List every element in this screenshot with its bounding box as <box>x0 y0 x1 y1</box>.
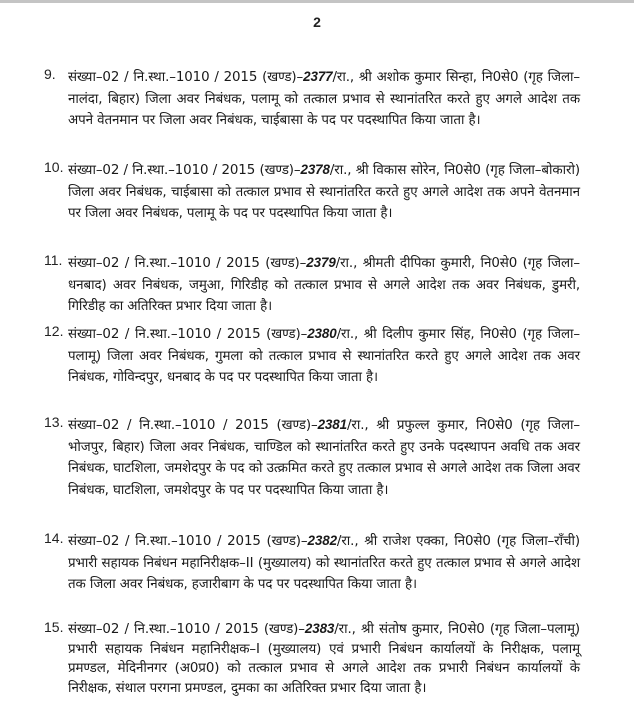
item-body: /रा., श्रीमती दीपिका कुमारी, नि0से0 (गृह जिला–धनबाद) अवर निबंधक, जमुआ, गिरिडीह को तत्काल प्रभाव से अगले आदेश तक अवर निबंधक, डुमरी, गिरिडीह का अतिरिक्त प्रभार दिया जाता है। <box>68 256 580 314</box>
item-prefix: संख्या–02 / नि.स्था.–1010 / 2015 (खण्ड)– <box>68 163 301 178</box>
item-ref-number: 2380 <box>307 326 337 341</box>
item-text <box>68 323 580 389</box>
item-prefix: संख्या–02 / नि.स्था.–1010 / 2015 (खण्ड)– <box>68 256 307 271</box>
item-number: 15. <box>44 619 64 635</box>
item-text <box>68 530 580 596</box>
item-text <box>68 159 580 225</box>
item-prefix: संख्या–02 / नि.स्था.–1010 / 2015 (खण्ड)– <box>68 418 318 433</box>
item-ref-number: 2379 <box>306 255 336 270</box>
item-body: /रा., श्री अशोक कुमार सिन्हा, नि0से0 (गृह जिला–नालंदा, बिहार) जिला अवर निबंधक, पलामू को तत्काल प्रभाव से स्थानांतरित करते हुए अगले आदेश तक अपने वेतनमान पर जिला अवर निबंधक, चाईबासा के पद पर पदस्थापित किया जाता है। <box>68 70 580 128</box>
item-number: 12. <box>44 323 64 339</box>
item-body: /रा., श्री विकास सोरेन, नि0से0 (गृह जिला–बोकारो) जिला अवर निबंधक, चाईबासा को तत्काल प्रभाव से स्थानांतरित करते हुए अगले आदेश तक अपने वेतनमान पर जिला अवर निबंधक, पलामू के पद पर पदस्थापित किया जाता है। <box>68 163 580 221</box>
item-number: 13. <box>44 414 64 430</box>
item-number: 9. <box>44 66 56 82</box>
item-text <box>68 66 580 132</box>
item-ref-number: 2381 <box>317 417 347 432</box>
item-prefix: संख्या–02 / नि.स्था.–1010 / 2015 (खण्ड)– <box>68 534 308 549</box>
item-text <box>68 619 580 698</box>
item-body: /रा., श्री प्रफुल्ल कुमार, नि0से0 (गृह जिला–भोजपुर, बिहार) जिला अवर निबंधक, चाण्डिल को स्थानांतरित करते हुए उनके पदस्थापन अवधि तक अवर निबंधक, घाटशिला, जमशेदपुर के पद को उत्क्रमित करते हुए तत्काल प्रभाव से अगले आदेश तक जिला अवर निबंधक, घाटशिला, जमशेदपुर के पद पर पदस्थापित किया जाता है। <box>68 418 580 498</box>
item-number: 14. <box>44 530 64 546</box>
item-body: /रा., श्री संतोष कुमार, नि0से0 (गृह जिला–पलामू) प्रभारी सहायक निबंधन महानिरीक्षक–I (मुख्यालय) एवं प्रभारी निबंधन कार्यालयों के निरीक्षक, पलामू प्रमण्डल, मेदिनीनगर (अ0प्र0) को तत्काल प्रभाव से अगले आदेश तक प्रभारी निबंधन कार्यालयों के निरीक्षक, संथाल परगना प्रमण्डल, दुमका का अतिरिक्त प्रभार दिया जाता है। <box>68 622 580 696</box>
item-body: /रा., श्री दिलीप कुमार सिंह, नि0से0 (गृह जिला–पलामू) जिला अवर निबंधक, गुमला को तत्काल प्रभाव से स्थानांतरित करते हुए अगले आदेश तक अवर निबंधक, गोविन्दपुर, धनबाद के पद पर पदस्थापित किया जाता है। <box>68 327 581 385</box>
item-prefix: संख्या–02 / नि.स्था.–1010 / 2015 (खण्ड)– <box>68 70 304 85</box>
item-prefix: संख्या–02 / नि.स्था.–1010 / 2015 (खण्ड)– <box>68 622 305 637</box>
item-body: /रा., श्री राजेश एक्का, नि0से0 (गृह जिला–राँची) प्रभारी सहायक निबंधन महानिरीक्षक–II (मुख्यालय) को स्थानांतरित करते हुए तत्काल प्रभाव से अगले आदेश तक जिला अवर निबंधक, हजारीबाग के पद पर पदस्थापित किया जाता है। <box>68 534 580 592</box>
item-text <box>68 414 580 501</box>
item-ref-number: 2383 <box>304 621 335 636</box>
item-ref-number: 2382 <box>307 533 337 548</box>
item-text <box>68 252 580 318</box>
item-number: 10. <box>44 159 64 175</box>
item-number: 11. <box>44 252 63 268</box>
item-ref-number: 2377 <box>303 69 333 84</box>
top-border <box>0 0 634 3</box>
page-number: 2 <box>313 14 321 30</box>
item-prefix: संख्या–02 / नि.स्था.–1010 / 2015 (खण्ड)– <box>68 327 308 342</box>
item-ref-number: 2378 <box>300 162 330 177</box>
